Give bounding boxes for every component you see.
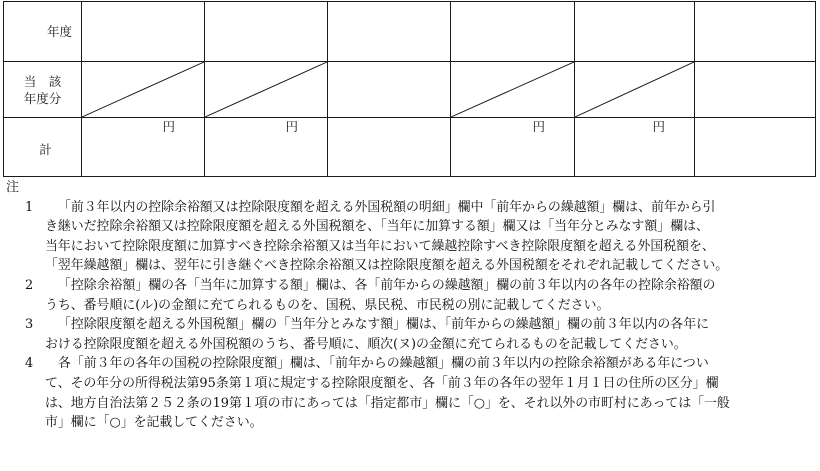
year-input-1[interactable] bbox=[82, 2, 205, 62]
note-line: 「翌年繰越額」欄は、翌年に引き継ぐべき控除余裕額又は控除限度額を超える外国税額をそれぞれ記載してください。 bbox=[45, 258, 729, 274]
note-line: 「控除余裕額」欄の各「当年に加算する額」欄は、各「前年からの繰越額」欄の前３年以内の各年の控除余裕額の bbox=[58, 277, 716, 293]
yen-unit: 円 bbox=[532, 119, 545, 134]
current-year-cell-6[interactable] bbox=[695, 62, 816, 118]
year-input-5[interactable] bbox=[575, 2, 695, 62]
diagonal-slash-icon bbox=[575, 62, 694, 117]
diagonal-slash-icon bbox=[82, 62, 204, 117]
current-year-label-line2: 年度分 bbox=[23, 90, 62, 106]
yen-unit: 円 bbox=[162, 119, 175, 134]
sum-row bbox=[4, 118, 816, 177]
sum-cell-6[interactable] bbox=[695, 118, 816, 177]
current-year-cell-1[interactable] bbox=[82, 62, 205, 118]
note-item bbox=[0, 315, 816, 354]
sum-cell-3[interactable] bbox=[328, 118, 451, 177]
sum-cell-2[interactable] bbox=[205, 118, 328, 177]
current-year-cell-3[interactable] bbox=[328, 62, 451, 118]
year-input-3[interactable] bbox=[328, 2, 451, 62]
note-number: 3 bbox=[25, 317, 34, 333]
year-input-4[interactable] bbox=[451, 2, 575, 62]
sum-label-cell bbox=[4, 118, 82, 177]
note-item bbox=[0, 276, 816, 315]
note-line: は、地方自治法第２５２条の19第１項の市にあっては「指定都市」欄に「○」を、それ以外の市町村にあっては「一般 bbox=[45, 395, 730, 411]
current-year-row bbox=[4, 62, 816, 118]
notes-heading: 注 bbox=[6, 180, 19, 195]
note-line: き継いだ控除余裕額又は控除限度額を超える外国税額を、「当年に加算する額」欄又は「当年分とみなす額」欄は、 bbox=[45, 219, 709, 235]
current-year-cell-2[interactable] bbox=[205, 62, 328, 118]
note-line: 各「前３年の各年の国税の控除限度額」欄は、「前年からの繰越額」欄の前３年以内の控除余裕額がある年につい bbox=[58, 356, 709, 372]
year-input-2[interactable] bbox=[205, 2, 328, 62]
year-label: 年度 bbox=[46, 23, 72, 39]
sum-label: 計 bbox=[39, 141, 52, 157]
note-item bbox=[0, 198, 816, 276]
yen-unit: 円 bbox=[285, 119, 298, 134]
current-year-cell-5[interactable] bbox=[575, 62, 695, 118]
diagonal-slash-icon bbox=[205, 62, 327, 117]
note-line: おける控除限度額を超える外国税額のうち、番号順に、順次(ヌ)の金額に充てられるものを記載してください。 bbox=[45, 336, 687, 352]
note-line: 当年において控除限度額に加算すべき控除余裕額又は当年において繰越控除すべき控除限度額を超える外国税額を、 bbox=[45, 238, 715, 254]
current-year-label-cell bbox=[4, 62, 82, 118]
current-year-cell-4[interactable] bbox=[451, 62, 575, 118]
note-number: 1 bbox=[25, 199, 34, 215]
yen-unit: 円 bbox=[652, 119, 665, 134]
sum-cell-4[interactable] bbox=[451, 118, 575, 177]
notes-section bbox=[0, 178, 816, 433]
note-number: 2 bbox=[25, 277, 34, 293]
current-year-label-line1: 当 該 bbox=[23, 73, 62, 89]
note-line: て、その年分の所得税法第95条第１項に規定する控除限度額を、各「前３年の各年の翌年１月１日の住所の区分」欄 bbox=[45, 375, 719, 391]
year-label-cell bbox=[4, 2, 82, 62]
note-number: 4 bbox=[25, 356, 34, 372]
diagonal-slash-icon bbox=[451, 62, 574, 117]
note-item bbox=[0, 354, 816, 432]
sum-cell-5[interactable] bbox=[575, 118, 695, 177]
year-row bbox=[4, 2, 816, 62]
year-input-6[interactable] bbox=[695, 2, 816, 62]
carryover-table bbox=[3, 1, 816, 177]
note-line: 「前３年以内の控除余裕額又は控除限度額を超える外国税額の明細」欄中「前年からの繰越額」欄は、前年から引 bbox=[58, 199, 716, 215]
note-line: うち、番号順に(ル)の金額に充てられるものを、国税、県民税、市民税の別に記載してください。 bbox=[45, 297, 610, 313]
note-line: 市」欄に「○」を記載してください。 bbox=[45, 415, 263, 431]
sum-cell-1[interactable] bbox=[82, 118, 205, 177]
note-line: 「控除限度額を超える外国税額」欄の「当年分とみなす額」欄は、「前年からの繰越額」欄の前３年以内の各年に bbox=[58, 317, 709, 333]
